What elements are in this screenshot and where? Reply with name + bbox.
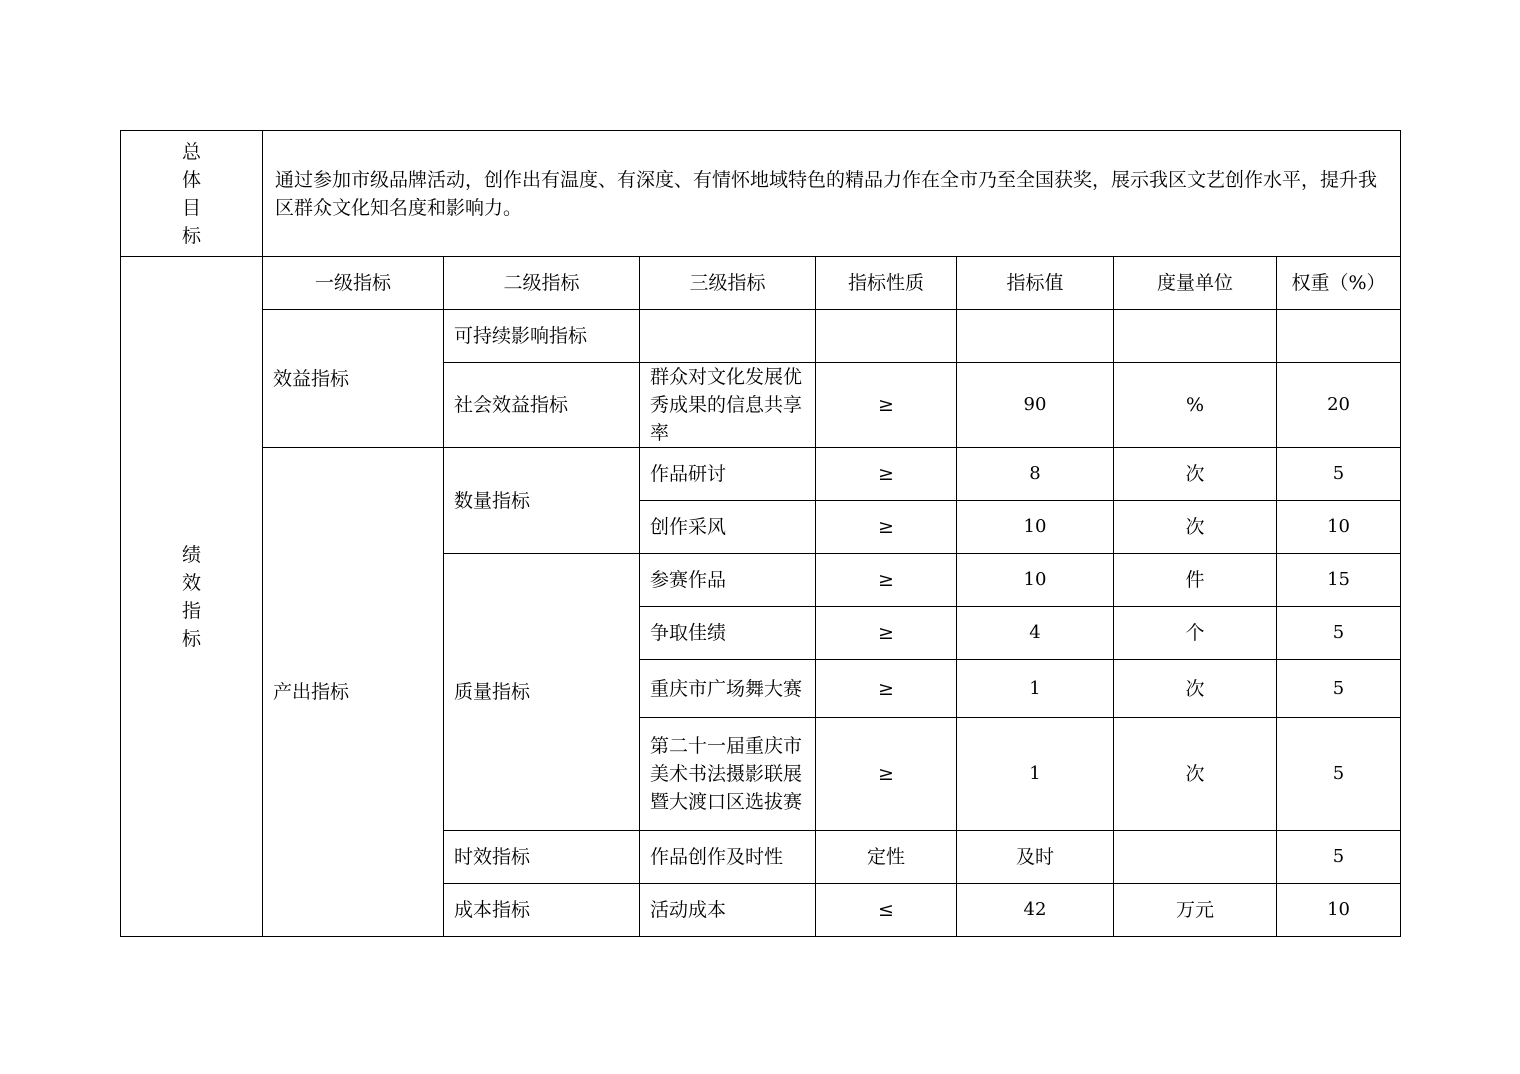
nature-cell: ≥ [816,718,957,831]
level1-output: 产出指标 [263,448,444,937]
unit-cell: 次 [1114,501,1277,554]
value-cell: 8 [957,448,1114,501]
value-cell: 1 [957,660,1114,718]
level3-name: 活动成本 [640,884,816,937]
weight-cell: 5 [1277,718,1401,831]
header-unit: 度量单位 [1114,257,1277,310]
level2-social: 社会效益指标 [444,363,640,448]
level3-name: 作品创作及时性 [640,831,816,884]
weight-cell: 5 [1277,448,1401,501]
unit-cell: 次 [1114,660,1277,718]
weight-cell: 5 [1277,660,1401,718]
level2-timeliness: 时效指标 [444,831,640,884]
value-cell: 42 [957,884,1114,937]
unit-cell: 个 [1114,607,1277,660]
header-weight: 权重（%） [1277,257,1401,310]
level3-name: 群众对文化发展优秀成果的信息共享率 [640,363,816,448]
value-cell: 10 [957,501,1114,554]
level2-sustainable: 可持续影响指标 [444,310,640,363]
weight-cell: 15 [1277,554,1401,607]
empty-cell [1277,310,1401,363]
level3-name: 作品研讨 [640,448,816,501]
value-cell: 及时 [957,831,1114,884]
level3-name: 创作采风 [640,501,816,554]
weight-cell: 20 [1277,363,1401,448]
header-level2: 二级指标 [444,257,640,310]
level3-name: 参赛作品 [640,554,816,607]
nature-cell: ≥ [816,660,957,718]
header-value: 指标值 [957,257,1114,310]
weight-cell: 5 [1277,831,1401,884]
goal-label: 总 体 目 标 [121,131,263,257]
header-nature: 指标性质 [816,257,957,310]
level1-benefit: 效益指标 [263,310,444,448]
performance-label: 绩 效 指 标 [121,257,263,937]
unit-cell: 次 [1114,448,1277,501]
nature-cell: ≥ [816,501,957,554]
unit-cell: % [1114,363,1277,448]
unit-cell: 件 [1114,554,1277,607]
table-row [121,310,1401,363]
nature-cell: ≥ [816,448,957,501]
unit-cell [1114,831,1277,884]
level2-quantity: 数量指标 [444,448,640,554]
weight-cell: 5 [1277,607,1401,660]
empty-cell [816,310,957,363]
value-cell: 4 [957,607,1114,660]
nature-cell: ≥ [816,607,957,660]
nature-cell: ≤ [816,884,957,937]
level2-cost: 成本指标 [444,884,640,937]
value-cell: 1 [957,718,1114,831]
performance-goal-table [120,130,1401,937]
goal-text: 通过参加市级品牌活动，创作出有温度、有深度、有情怀地域特色的精品力作在全市乃至全国获奖，展示我区文艺创作水平，提升我区群众文化知名度和影响力。 [263,131,1401,257]
level3-name: 争取佳绩 [640,607,816,660]
value-cell: 90 [957,363,1114,448]
nature-cell: ≥ [816,363,957,448]
level3-name: 重庆市广场舞大赛 [640,660,816,718]
goal-row [121,131,1401,257]
level3-name: 第二十一届重庆市美术书法摄影联展暨大渡口区选拔赛 [640,718,816,831]
header-row [121,257,1401,310]
level2-quality: 质量指标 [444,554,640,831]
table-row [121,448,1401,501]
empty-cell [640,310,816,363]
weight-cell: 10 [1277,884,1401,937]
empty-cell [957,310,1114,363]
value-cell: 10 [957,554,1114,607]
nature-cell: ≥ [816,554,957,607]
empty-cell [1114,310,1277,363]
unit-cell: 次 [1114,718,1277,831]
header-level3: 三级指标 [640,257,816,310]
nature-cell: 定性 [816,831,957,884]
unit-cell: 万元 [1114,884,1277,937]
header-level1: 一级指标 [263,257,444,310]
weight-cell: 10 [1277,501,1401,554]
